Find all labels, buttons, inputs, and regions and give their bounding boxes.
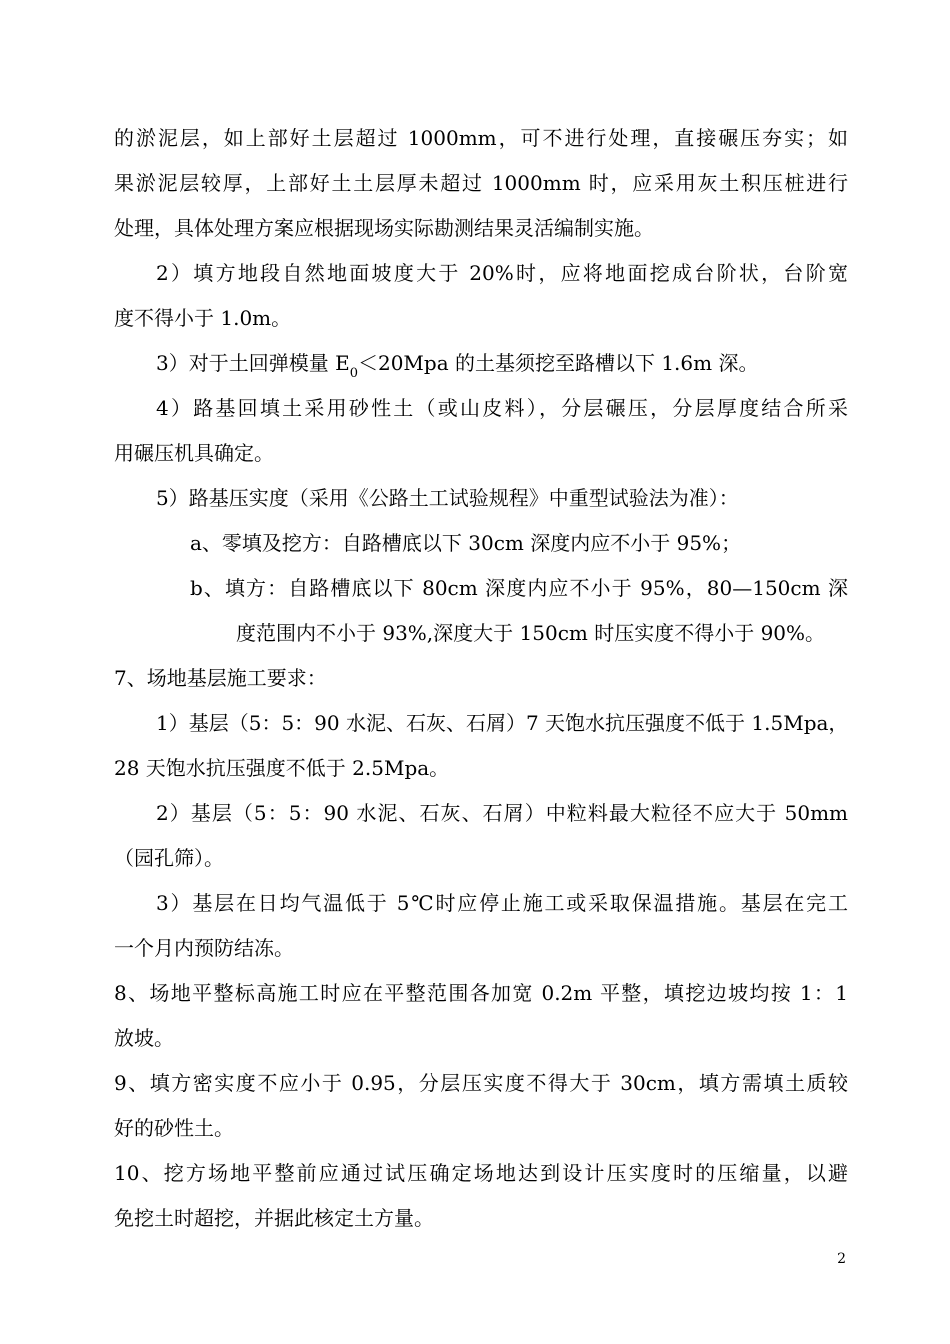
text-line: 的淤泥层，如上部好土层超过 1000mm，可不进行处理，直接碾压夯实；如 bbox=[114, 126, 848, 150]
text-line: 9、填方密实度不应小于 0.95，分层压实度不得大于 30cm，填方需填土质较 bbox=[114, 1071, 848, 1095]
text-line: 用碾压机具确定。 bbox=[114, 441, 274, 465]
text-line: 4）路基回填土采用砂性土（或山皮料），分层碾压，分层厚度结合所采 bbox=[156, 396, 848, 420]
text-line: 2）填方地段自然地面坡度大于 20%时，应将地面挖成台阶状，台阶宽 bbox=[156, 261, 848, 285]
text-line: 好的砂性土。 bbox=[114, 1116, 234, 1140]
text-line: 1）基层（5：5：90 水泥、石灰、石屑）7 天饱水抗压强度不低于 1.5Mpa， bbox=[156, 711, 848, 735]
text-line: a、零填及挖方：自路槽底以下 30cm 深度内应不小于 95%； bbox=[190, 531, 742, 555]
text-segment: ＜20Mpa 的土基须挖至路槽以下 1.6m 深。 bbox=[357, 351, 759, 375]
text-line: 果淤泥层较厚，上部好土土层厚未超过 1000mm 时，应采用灰土积压桩进行 bbox=[114, 171, 848, 195]
text-line: 2）基层（5：5：90 水泥、石灰、石屑）中粒料最大粒径不应大于 50mm bbox=[156, 801, 848, 825]
text-line: 处理，具体处理方案应根据现场实际勘测结果灵活编制实施。 bbox=[114, 216, 654, 240]
section-heading: 7、场地基层施工要求： bbox=[114, 666, 327, 690]
text-line: （园孔筛）。 bbox=[114, 846, 224, 870]
text-line: 一个月内预防结冻。 bbox=[114, 936, 294, 960]
text-segment: 3）对于土回弹模量 E bbox=[156, 351, 350, 375]
text-line: 放坡。 bbox=[114, 1026, 174, 1050]
text-line: 5）路基压实度（采用《公路土工试验规程》中重型试验法为准）： bbox=[156, 486, 739, 510]
text-line-with-subscript bbox=[156, 346, 848, 380]
text-line: 10、挖方场地平整前应通过试压确定场地达到设计压实度时的压缩量，以避 bbox=[114, 1161, 848, 1185]
text-line: 度范围内不小于 93%,深度大于 150cm 时压实度不得小于 90%。 bbox=[236, 621, 826, 645]
text-line: 度不得小于 1.0m。 bbox=[114, 306, 292, 330]
text-line: 8、场地平整标高施工时应在平整范围各加宽 0.2m 平整，填挖边坡均按 1：1 bbox=[114, 981, 848, 1005]
text-line: 免挖土时超挖，并据此核定土方量。 bbox=[114, 1206, 434, 1230]
page-number: 2 bbox=[837, 1251, 846, 1267]
text-line: 28 天饱水抗压强度不低于 2.5Mpa。 bbox=[114, 756, 450, 780]
text-line: b、填方：自路槽底以下 80cm 深度内应不小于 95%，80—150cm 深 bbox=[190, 576, 848, 600]
text-line: 3）基层在日均气温低于 5℃时应停止施工或采取保温措施。基层在完工 bbox=[156, 891, 848, 915]
subscript: 0 bbox=[349, 366, 358, 380]
